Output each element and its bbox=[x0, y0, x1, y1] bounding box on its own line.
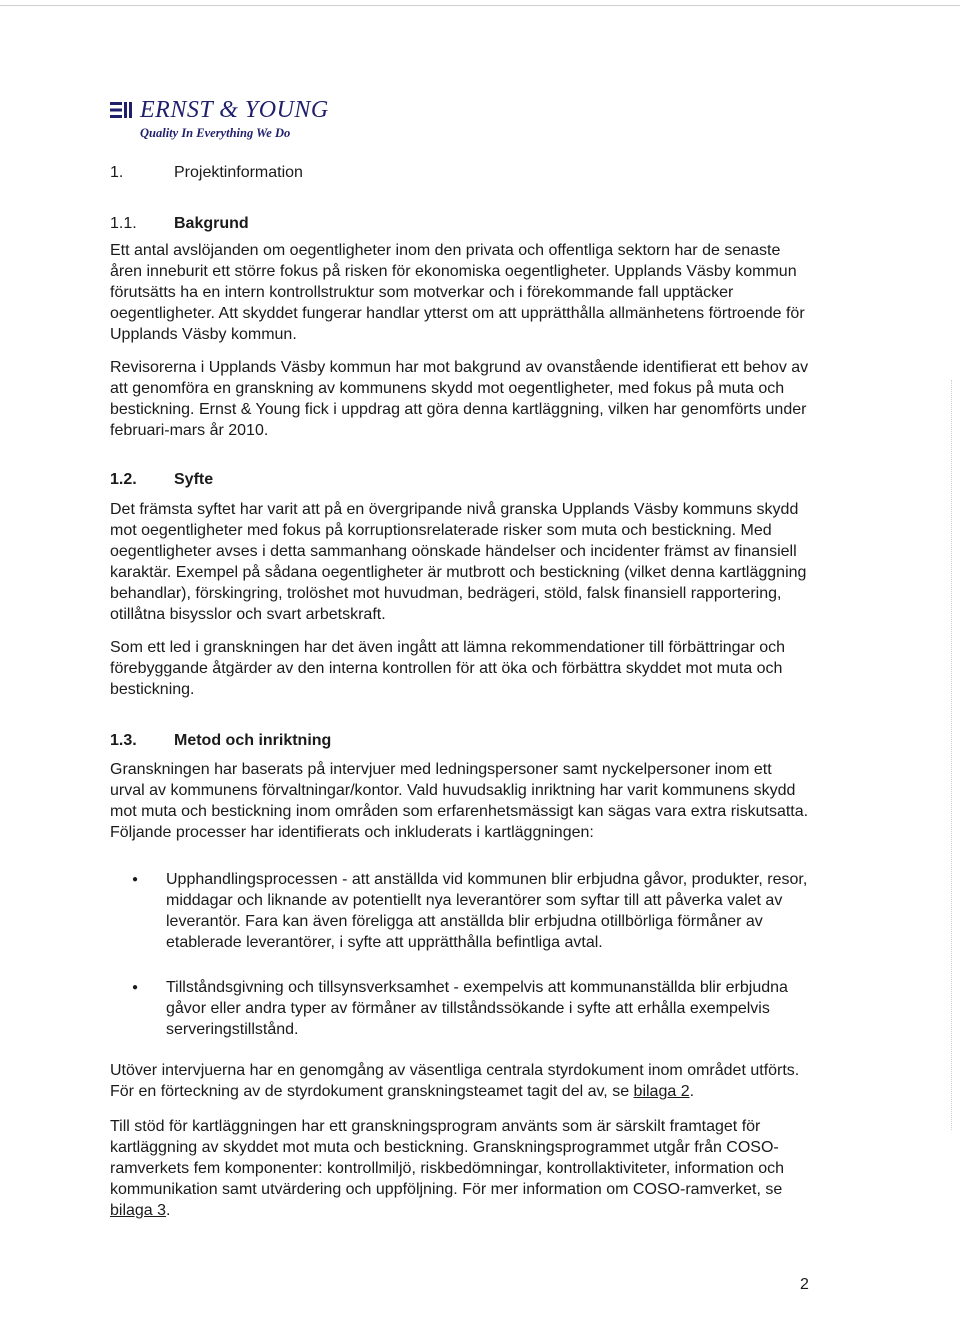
chapter-heading bbox=[110, 162, 810, 183]
list-item-text: Upphandlingsprocessen - att anställda vid kommunen blir erbjudna gåvor, produkter, resor, middagar och liknande av potentiellt nya leverantörer som syftar till att påverka valet av leverantör. Fara kan även föreligga att anställda blir erbjudna otillbörliga förmåner av etablerade leverantörer, i syfte att upprätthålla befintliga avtal. bbox=[166, 871, 808, 951]
paragraph-bakgrund-1: Ett antal avslöjanden om oegentligheter inom den privata och offentliga sektorn har de senaste åren inneburit ett större fokus på risken för ekonomiska oegentligheter. Upplands Väsby kommun förutsätts ha en intern kontrollstruktur som motverkar och i förekommande fall upptäcker oegentligheter. Att skyddet fungerar handlar ytterst om att upprätthålla allmänhetens förtroende för Upplands Väsby kommun. bbox=[110, 242, 805, 343]
scan-margin-dots bbox=[951, 380, 954, 1130]
paragraph-syfte-1: Det främsta syftet har varit att på en övergripande nivå granska Upplands Väsby kommuns skydd mot oegentligheter med fokus på korruptionsrelaterade risker som muta och bestickning. Med oegentligheter avses i detta sammanhang oönskade händelser och incidenter främst av finansiell karaktär. Exempel på sådana oegentligheter är mutbrott och bestickning (vilket denna kartläggning behandlar), förskingring, trolöshet mot huvudman, bedrägeri, stöld, falsk finansiell rapportering, otillåtna bisysslor och svart arbetskraft. bbox=[110, 501, 807, 623]
bullet-icon: ● bbox=[132, 874, 139, 885]
chapter-number: 1. bbox=[110, 164, 124, 181]
chapter-title: Projektinformation bbox=[174, 164, 303, 181]
logo-tagline: Quality In Everything We Do bbox=[140, 126, 291, 140]
section-title: Syfte bbox=[174, 471, 214, 488]
paragraph-text: Till stöd för kartläggningen har ett granskningsprogram använts som är särskilt framtaget för kartläggning av skyddet mot muta och bestickning. Granskningsprogrammet utgår från COSO-ramverkets fem komponenter: kontrollmiljö, riskbedömningar, kontrollaktiviteter, information och kommunikation samt utvärdering och uppföljning. För mer information om COSO-ramverket, se bbox=[110, 1118, 785, 1198]
section-heading-syfte bbox=[110, 469, 810, 490]
paragraph-end: . bbox=[689, 1083, 695, 1100]
paragraph-bakgrund-2: Revisorerna i Upplands Väsby kommun har mot bakgrund av ovanstående identifierat ett behov av att genomföra en granskning av kommunens skydd mot oegentligheter, med fokus på muta och bestickning. Ernst & Young fick i uppdrag att göra denna kartläggning, vilken har genomförts under februari-mars år 2010. bbox=[110, 359, 809, 439]
list-item-text: Tillståndsgivning och tillsynsverksamhet - exempelvis att kommunanställda blir erbjudna gåvor eller andra typer av förmåner av tillståndssökande i syfte att erhålla exempelvis serveringstillstånd. bbox=[166, 979, 788, 1038]
paragraph-end: . bbox=[166, 1202, 171, 1219]
paragraph-metod-3 bbox=[110, 1116, 810, 1221]
paragraph-text: Utöver intervjuerna har en genomgång av väsentliga centrala styrdokument inom området utförts. För en förteckning av de styrdokument granskningsteamet tagit del av, se bbox=[110, 1062, 800, 1100]
company-logo bbox=[110, 98, 329, 141]
appendix-3-link[interactable]: bilaga 3 bbox=[110, 1202, 167, 1219]
document-body bbox=[110, 162, 810, 1221]
process-list bbox=[110, 869, 810, 1040]
paragraph-metod-2 bbox=[110, 1060, 810, 1102]
paragraph-metod-1: Granskningen har baserats på intervjuer med ledningspersoner samt nyckelpersoner inom ett urval av kommunens förvaltningar/kontor. Vald huvudsaklig inriktning har varit kommunens skydd mot muta och bestickning inom områden som erfarenhetsmässigt kan sägas vara extra riskutsatta. Följande processer har identifierats och inkluderats i kartläggningen: bbox=[110, 761, 809, 841]
section-heading-bakgrund bbox=[110, 213, 810, 234]
list-item bbox=[110, 977, 810, 1040]
bullet-icon: ● bbox=[132, 982, 139, 993]
list-item bbox=[110, 869, 810, 953]
section-title: Metod och inriktning bbox=[174, 732, 332, 749]
section-number: 1.1. bbox=[110, 215, 137, 232]
page-number: 2 bbox=[800, 1276, 809, 1293]
section-number: 1.3. bbox=[110, 732, 137, 749]
section-heading-metod bbox=[110, 730, 810, 751]
scan-edge-line bbox=[0, 5, 960, 6]
logo-name: ERNST & YOUNG bbox=[140, 97, 329, 123]
ey-logo-mark-icon bbox=[110, 100, 136, 120]
appendix-2-link[interactable]: bilaga 2 bbox=[633, 1083, 690, 1100]
paragraph-syfte-2: Som ett led i granskningen har det även ingått att lämna rekommendationer till förbättringar och förebyggande åtgärder av den interna kontrollen för att öka och förbättra skyddet mot muta och bestickning. bbox=[110, 639, 786, 698]
section-title: Bakgrund bbox=[174, 215, 249, 232]
section-number: 1.2. bbox=[110, 471, 137, 488]
